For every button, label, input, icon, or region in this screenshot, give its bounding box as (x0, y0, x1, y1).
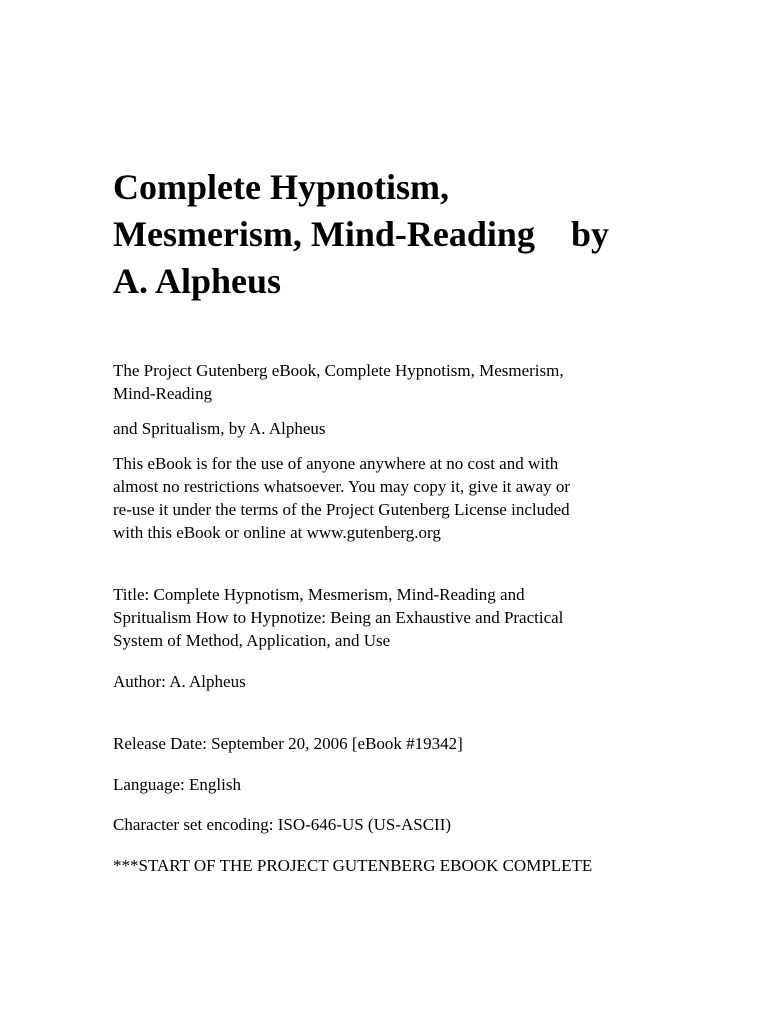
text-line: Release Date: September 20, 2006 [eBook #19342] (113, 734, 463, 753)
text-line: Spritualism How to Hypnotize: Being an Exhaustive and Practical (113, 608, 564, 627)
text-line: ***START OF THE PROJECT GUTENBERG EBOOK COMPLETE (113, 856, 593, 875)
title-line: Complete Hypnotism, (113, 167, 449, 207)
text-line: Language: English (113, 775, 241, 794)
title-line: A. Alpheus (113, 261, 282, 301)
text-line: and Spritualism, by A. Alpheus (113, 419, 326, 438)
text-line: System of Method, Application, and Use (113, 631, 391, 650)
text-line: Character set encoding: ISO-646-US (US-ASCII) (113, 815, 452, 834)
language-paragraph (113, 773, 673, 796)
license-paragraph (113, 452, 673, 544)
text-line: with this eBook or online at www.gutenberg.org (113, 523, 441, 542)
text-line: This eBook is for the use of anyone anywhere at no cost and with (113, 454, 559, 473)
document-page (113, 164, 673, 877)
document-title (113, 164, 673, 305)
title-metadata-paragraph (113, 583, 673, 652)
text-line: re-use it under the terms of the Project Gutenberg License included (113, 500, 570, 519)
text-line: almost no restrictions whatsoever. You may copy it, give it away or (113, 477, 571, 496)
text-line: Title: Complete Hypnotism, Mesmerism, Mind-Reading and (113, 585, 525, 604)
author-metadata-paragraph (113, 670, 673, 693)
intro-paragraph (113, 359, 673, 405)
encoding-paragraph (113, 813, 673, 836)
intro-subtitle-paragraph (113, 417, 673, 440)
text-line: The Project Gutenberg eBook, Complete Hypnotism, Mesmerism, (113, 361, 564, 380)
start-marker-paragraph (113, 854, 673, 877)
release-date-paragraph (113, 732, 673, 755)
text-line: Author: A. Alpheus (113, 672, 246, 691)
title-line: Mesmerism, Mind-Reading by (113, 214, 609, 254)
text-line: Mind-Reading (113, 384, 213, 403)
